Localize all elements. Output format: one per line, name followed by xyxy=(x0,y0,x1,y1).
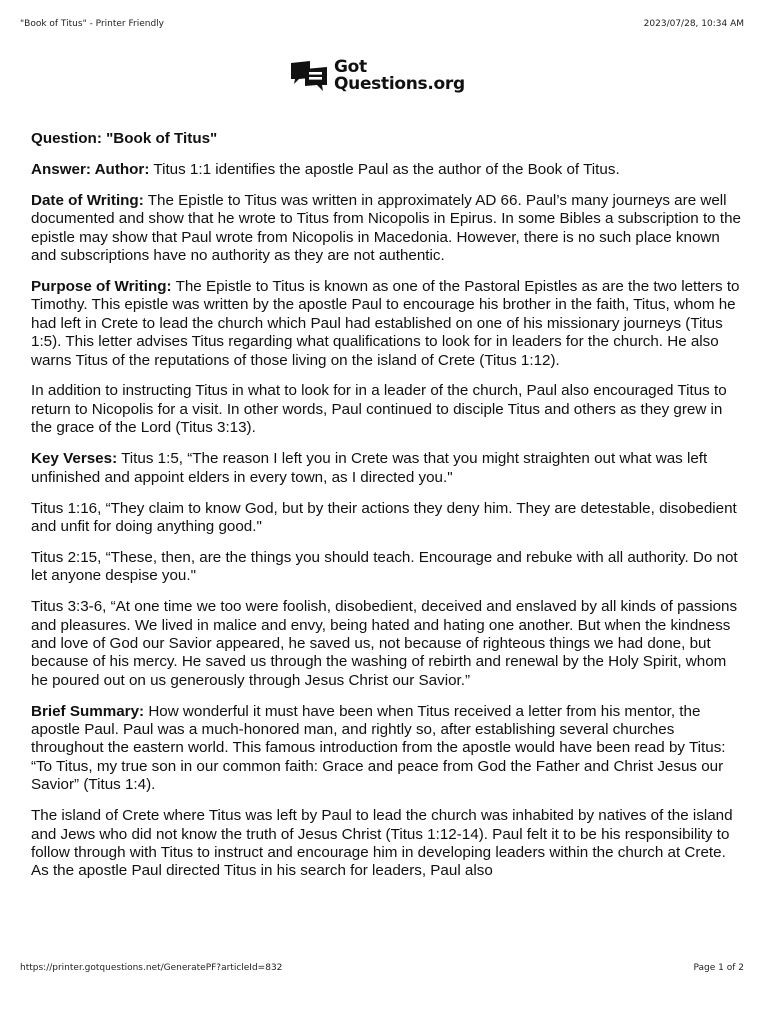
print-footer xyxy=(20,963,744,973)
speech-bubbles-icon xyxy=(290,59,328,93)
section-label: Brief Summary: xyxy=(31,702,145,720)
article-paragraph xyxy=(31,598,743,690)
article-paragraph xyxy=(31,161,743,179)
section-label: Date of Writing: xyxy=(31,191,144,209)
paragraph-text: How wonderful it must have been when Titus received a letter from his mentor, the apostle Paul. Paul was a much-honored man, and rightly so, after establishing several churches throughout the eastern world. This famous introduction from the apostle would have been read by Titus: “To Titus, my true son in our common faith: Grace and peace from God the Father and Christ Jesus our Savior” (Titus 1:4). xyxy=(31,702,726,794)
site-logo xyxy=(290,56,465,96)
article-body xyxy=(31,130,743,893)
article-paragraph xyxy=(31,450,743,487)
paragraph-text: In addition to instructing Titus in what to look for in a leader of the church, Paul also encouraged Titus to return to Nicopolis for a visit. In other words, Paul continued to disciple Titus and others as they grew in the grace of the Lord (Titus 3:13). xyxy=(31,382,727,437)
site-logo-text xyxy=(334,59,465,93)
article-paragraph xyxy=(31,192,743,266)
section-label: Purpose of Writing: xyxy=(31,277,172,295)
question-title: Question: "Book of Titus" xyxy=(31,130,218,147)
article-paragraph xyxy=(31,278,743,370)
logo-line-1: Got xyxy=(334,57,367,77)
article-paragraph xyxy=(31,807,743,881)
article-url: https://printer.gotquestions.net/GeneratePF?articleId=832 xyxy=(20,963,283,973)
logo-line-2: Questions.org xyxy=(334,74,465,94)
section-label: Answer: Author: xyxy=(31,160,150,178)
print-header xyxy=(20,19,744,29)
paragraph-text: The Epistle to Titus is known as one of the Pastoral Epistles as are the two letters to Timothy. This epistle was written by the apostle Paul to encourage his brother in the faith, Titus, whom he had left in Crete to lead the church which Paul had established on one of his missionary journeys (Titus 1:5). This letter advises Titus regarding what qualifications to look for in leaders for the church. He also warns Titus of the reputations of those living on the island of Crete (Titus 1:12). xyxy=(31,277,740,369)
article-paragraph xyxy=(31,500,743,537)
paragraph-text: Titus 1:16, “They claim to know God, but by their actions they deny him. They are detestable, disobedient and unfit for doing anything good." xyxy=(31,499,737,535)
paragraph-text: The Epistle to Titus was written in approximately AD 66. Paul’s many journeys are well documented and show that he wrote to Titus from Nicopolis in Epirus. In some Bibles a subscription to the epistle may show that Paul wrote from Nicopolis in Macedonia. However, there is no such place known and subscriptions have no authority as they are not authentic. xyxy=(31,191,741,265)
paragraph-text: Titus 2:15, “These, then, are the things you should teach. Encourage and rebuke with all authority. Do not let anyone despise you." xyxy=(31,548,738,585)
article-paragraph xyxy=(31,549,743,586)
paragraph-text: The island of Crete where Titus was left by Paul to lead the church was inhabited by natives of the island and Jews who did not know the truth of Jesus Christ (Titus 1:12-14). Paul felt it to be his responsibility to follow through with Titus to instruct and encourage him in developing leaders within the church at Crete. As the apostle Paul directed Titus in his search for leaders, Paul also xyxy=(31,807,733,880)
paragraph-text: Titus 1:5, “The reason I left you in Crete was that you might straighten out what was left unfinished and appoint elders in every town, as I directed you." xyxy=(31,450,708,486)
article-paragraph xyxy=(31,703,743,795)
paragraph-text: Titus 3:3-6, “At one time we too were foolish, disobedient, deceived and enslaved by all kinds of passions and pleasures. We lived in malice and envy, being hated and hating one another. But when the kindness and love of God our Savior appeared, he saved us, not because of righteous things we had done, but because of his mercy. He saved us through the washing of rebirth and renewal by the Holy Spirit, whom he poured out on us generously through Jesus Christ our Savior.” xyxy=(31,598,738,689)
article-paragraph xyxy=(31,382,743,437)
print-header-title: "Book of Titus" - Printer Friendly xyxy=(20,19,164,29)
section-label: Key Verses: xyxy=(31,450,118,468)
print-header-timestamp: 2023/07/28, 10:34 AM xyxy=(643,19,744,29)
paragraph-text: Titus 1:1 identifies the apostle Paul as the author of the Book of Titus. xyxy=(149,160,620,178)
page-number: Page 1 of 2 xyxy=(693,963,744,973)
